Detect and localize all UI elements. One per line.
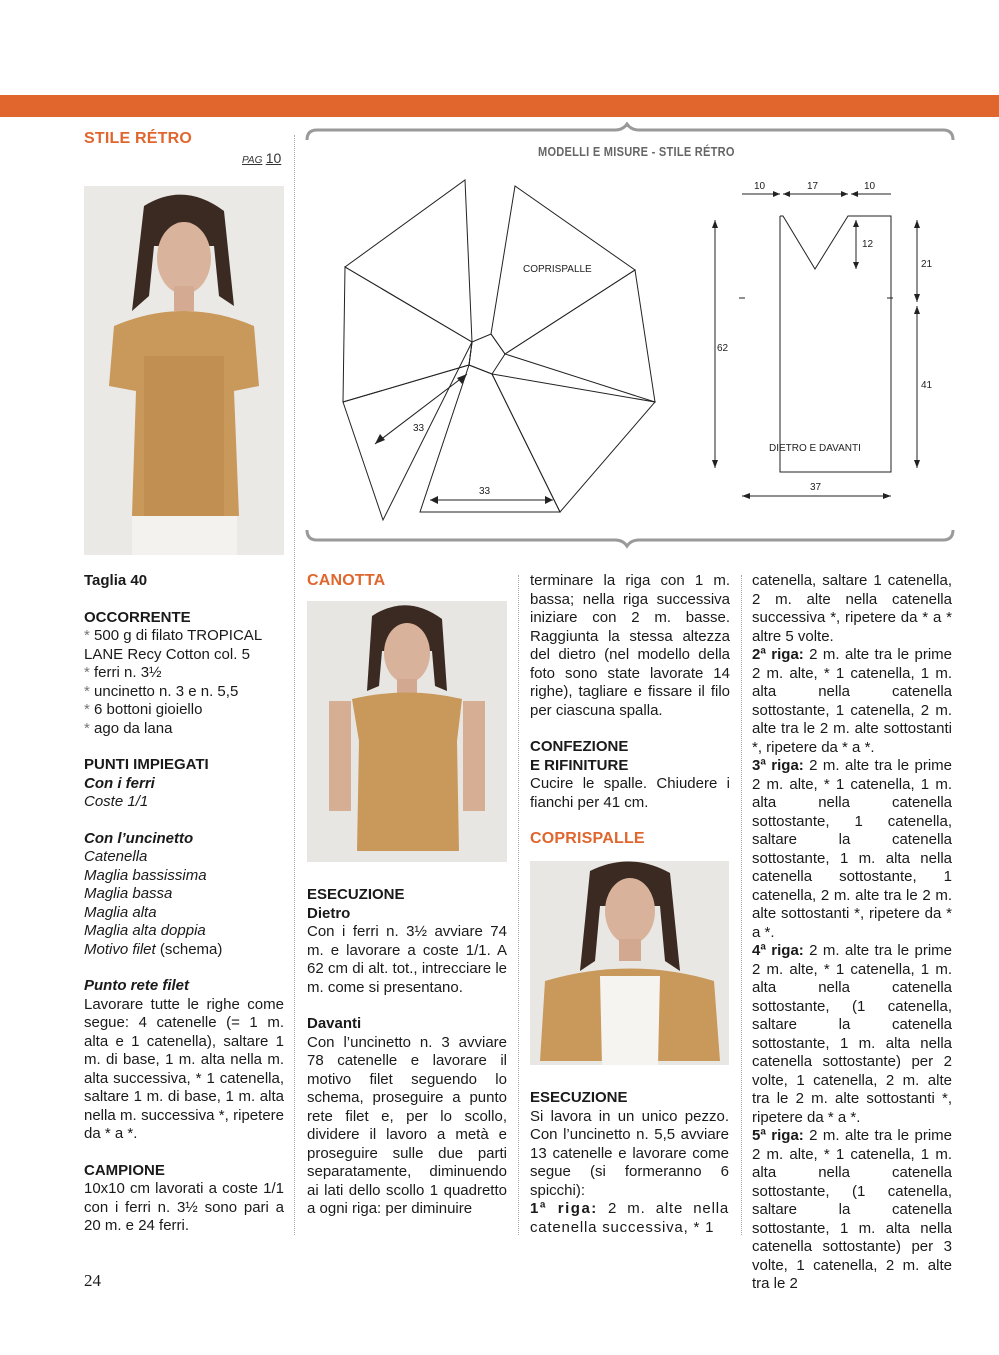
coprispalle-dim-2: 33: [479, 486, 491, 497]
bottom-bracket: [307, 530, 953, 546]
riga-5: 5ª riga: 2 m. alte tra le prime 2 m. alte, * 1 catenella, 1 m. alta nella catenella sottostante, (1 catenella, saltare la catenella sottostante, 1 m. alta nella catenella sottostante) per 3 volte, 1 catenella, 2 m. alte tra le 2: [752, 1127, 952, 1292]
header-band: [0, 95, 999, 117]
canotta-title: CANOTTA: [307, 572, 386, 589]
motivo-item: Motivo filet (schema): [84, 940, 223, 958]
riga-4: 4ª riga: 2 m. alte tra le prime 2 m. alte, * 1 catenella, 1 m. alta nella catenella sottostante, (1 catenella, saltare la catenella sottostante, 1 m. alta nella catenella sottostante) per 2 volte, 1 catenella, 2 m. alte tra le 2 m. alte sottostanti *, ripetere da * a *.: [752, 942, 952, 1126]
ferri-item: Coste 1/1: [84, 793, 149, 810]
coprispalle-dim-1: 33: [413, 423, 425, 434]
occorrente-item: * ago da lana: [84, 719, 173, 737]
dietro-title: Dietro: [307, 904, 351, 922]
column-divider-2: [518, 575, 519, 1235]
coprispalle-label: COPRISPALLE: [523, 264, 592, 275]
body-shape: [739, 216, 893, 472]
occorrente-item: * uncinetto n. 3 e n. 5,5: [84, 682, 239, 700]
uncinetto-item: Maglia alta doppia: [84, 922, 206, 939]
campione-title: CAMPIONE: [84, 1161, 165, 1179]
confezione-text: Cucire le spalle. Chiudere i fianchi per 41 cm.: [530, 775, 730, 811]
davanti-text: Con l’uncinetto n. 3 avviare 78 catenelle e lavorare il motivo filet seguendo lo schema, proseguire a punto rete filet e, per lo scollo, dividere il lavoro a metà e proseguire sulle due parti separatamente, diminuendo ai lati dello scollo 1 quadretto a ogni riga: per diminuire: [307, 1033, 507, 1217]
ferri-title: Con i ferri: [84, 774, 155, 792]
punti-title: PUNTI IMPIEGATI: [84, 756, 209, 773]
dim-left: 62: [717, 343, 729, 354]
top-bracket: [307, 124, 953, 140]
occorrente-list: [84, 627, 284, 738]
uncinetto-item: Catenella: [84, 848, 148, 865]
dim-right-top: 21: [921, 259, 933, 270]
esecuzione-copr-text: Si lavora in un unico pezzo. Con l’uncinetto n. 5,5 avviare 13 catenelle e lavorare come segue (si formeranno 6 spicchi):: [530, 1107, 729, 1199]
column-2: [307, 886, 507, 1219]
rete-text: Lavorare tutte le righe come segue: 4 catenelle (= 1 m. alta e 1 catenella), saltare 1 m. di base, 1 m. alta nella m. alta successiva, * 1 catenella, saltare 1 m. di base, 1 m. alta nella m. successiva *, ripetere da * a *.: [84, 995, 284, 1142]
section-title: STILE RÉTRO: [84, 130, 192, 147]
occorrente-item: * 6 bottoni gioiello: [84, 701, 203, 718]
column-1: [84, 572, 284, 1236]
occorrente-title: OCCORRENTE: [84, 608, 191, 626]
column-3-top: [530, 572, 730, 812]
uncinetto-item: Maglia bassa: [84, 885, 173, 902]
size-label: Taglia 40: [84, 572, 148, 589]
column-4: [752, 572, 952, 1294]
pag-label: PAG: [242, 155, 263, 166]
davanti-title: Davanti: [307, 1015, 362, 1032]
dim-top-mid: 17: [807, 181, 819, 192]
riga-1-cont: catenella, saltare 1 catenella, 2 m. alte nella catenella successiva *, ripetere da * a * altre 5 volte.: [752, 572, 952, 645]
rete-title: Punto rete filet: [84, 977, 190, 994]
canotta-photo: [307, 601, 507, 862]
esecuzione-title: ESECUZIONE: [307, 886, 405, 903]
campione-text: 10x10 cm lavorati a coste 1/1 con i ferri n. 3½ sono pari a 20 m. e 24 ferri.: [84, 1180, 284, 1234]
coprispalle-photo: [530, 861, 729, 1065]
diagram-title: MODELLI E MISURE - STILE RÉTRO: [538, 144, 735, 159]
uncinetto-item: Maglia alta: [84, 903, 157, 921]
coprispalle-title: COPRISPALLE: [530, 830, 645, 847]
riga-2: 2ª riga: 2 m. alte tra le prime 2 m. alte, * 1 catenella, 1 m. alta nella catenella sottostante, 1 catenella, 2 m. alte tra le 2 m. alte sottostanti *, ripetere da * a *.: [752, 646, 952, 756]
confezione-title-2: E RIFINITURE: [530, 756, 629, 774]
model-photo-main: [84, 186, 284, 555]
dim-top-left: 10: [754, 181, 766, 192]
occorrente-item: * 500 g di filato TROPICAL LANE Recy Cotton col. 5: [84, 627, 262, 663]
davanti-text-cont: terminare la riga con 1 m. bassa; nella riga successiva iniziare con 2 m. basse. Raggiunta la stessa altezza del dietro (nel modello della foto sono state lavorate 14 righe), tagliare e fissare il filo per ciascuna spalla.: [530, 572, 730, 719]
coprispalle-shape: [340, 180, 655, 520]
column-divider-3: [741, 575, 742, 1235]
dim-bottom: 37: [810, 482, 822, 493]
column-divider-1: [294, 135, 295, 1235]
uncinetto-title: Con l’uncinetto: [84, 829, 194, 847]
page-reference: [242, 150, 281, 166]
diagram-area: [305, 122, 955, 552]
pag-number: 10: [265, 150, 282, 166]
column-3-bottom: [530, 1089, 729, 1237]
confezione-title-1: CONFEZIONE: [530, 738, 629, 755]
dim-right-bottom: 41: [921, 380, 933, 391]
dietro-text: Con i ferri n. 3½ avviare 74 m. e lavorare a coste 1/1. A 62 cm di alt. tot., intrecciare le m. come si presentano.: [307, 923, 507, 996]
esecuzione-copr-title: ESECUZIONE: [530, 1089, 628, 1106]
riga-1: 1ª riga: 2 m. alte nella catenella successiva, * 1: [530, 1200, 729, 1236]
riga-3: 3ª riga: 2 m. alte tra le prime 2 m. alte, * 1 catenella, 1 m. alta nella catenella sottostante, 1 catenella, saltare la catenella sottostante, 1 m. alta nella catenella sottostante, 1 catenella, 2 m. alte tra le 2 m. alte sottostanti *, ripetere da * a *.: [752, 757, 952, 941]
uncinetto-item: Maglia bassissima: [84, 866, 207, 884]
occorrente-item: * ferri n. 3½: [84, 664, 162, 681]
body-label: DIETRO E DAVANTI: [769, 443, 861, 454]
dim-neck: 12: [862, 239, 874, 250]
pattern-diagram: [305, 122, 955, 552]
dim-top-right: 10: [864, 181, 876, 192]
page-number: 24: [84, 1271, 101, 1290]
